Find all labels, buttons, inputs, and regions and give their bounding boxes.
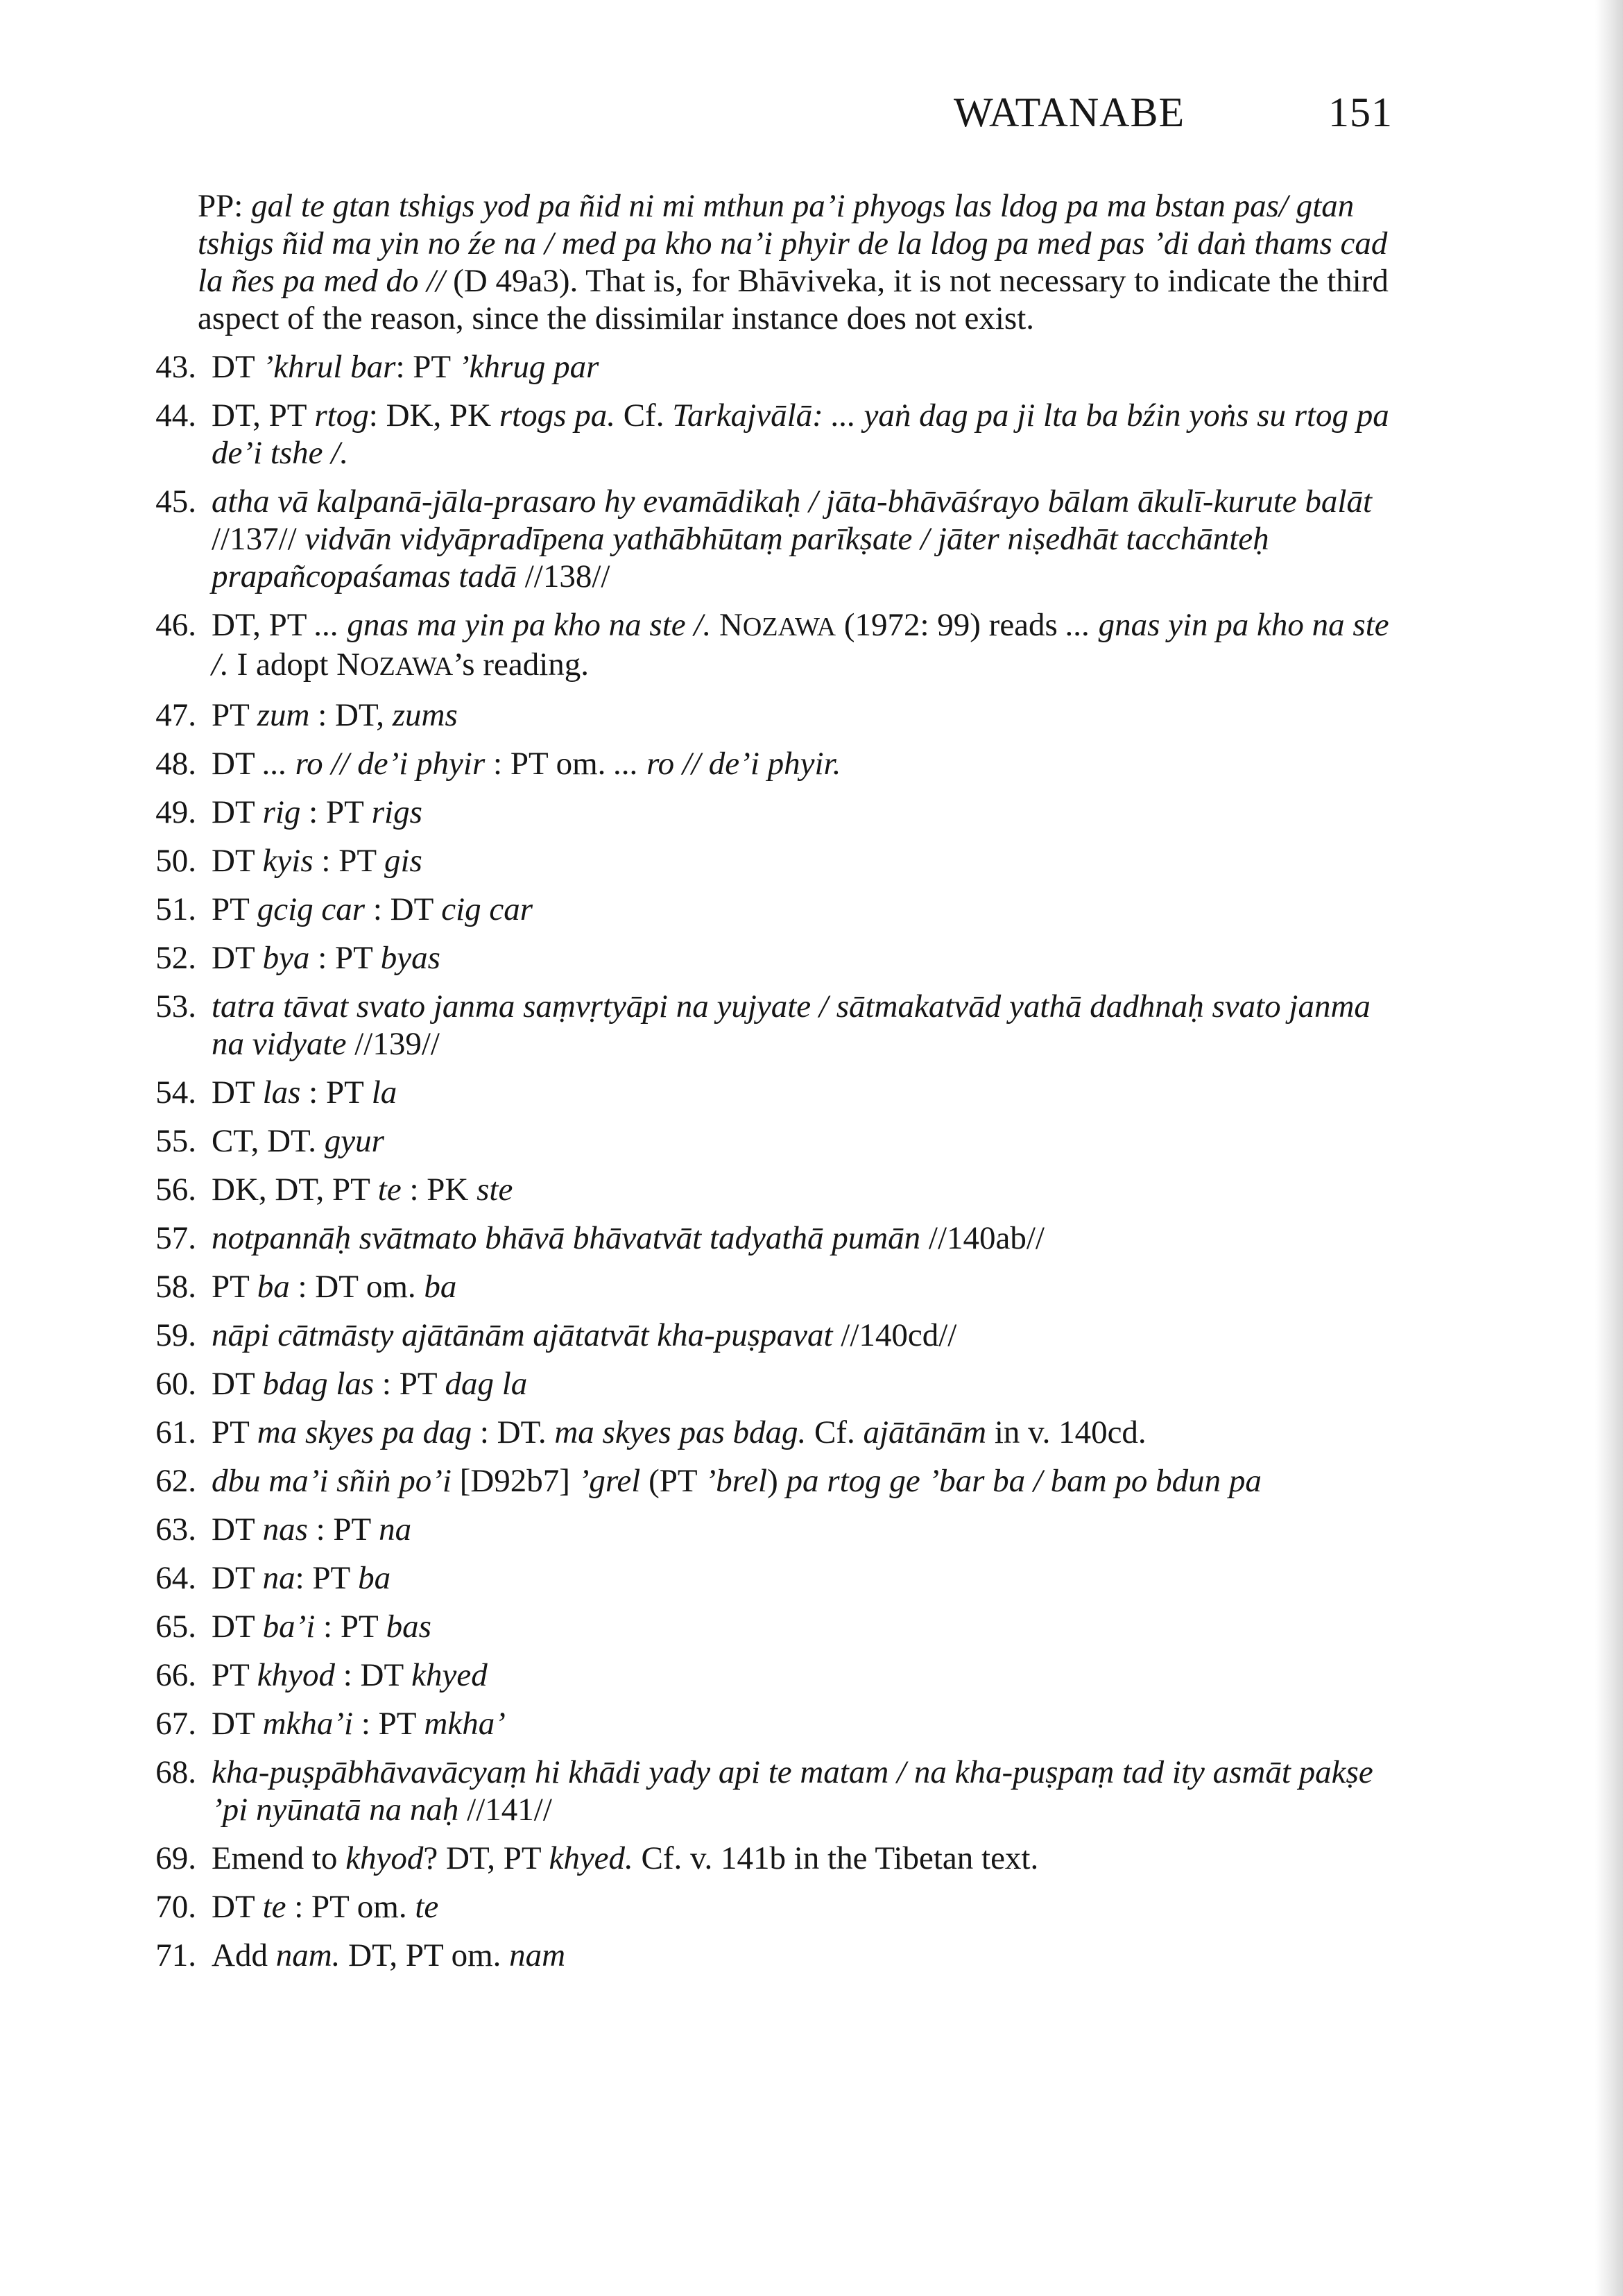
footnote-text — [196, 1937, 1401, 1974]
footnote — [114, 842, 1401, 880]
text-run: tatra tāvat svato janma saṃvṛtyāpi na yujyate / sātmakatvād yathā dadhnaḥ svato janma na vidyate — [212, 988, 1371, 1062]
text-run: dbu ma’i sñiṅ po’i — [212, 1463, 452, 1499]
text-run: gcig car — [257, 891, 366, 927]
text-run: DT — [212, 349, 263, 385]
footnote-text — [196, 891, 1401, 928]
text-run: OZAWA — [742, 612, 836, 642]
text-run: khyod — [345, 1840, 424, 1876]
footnote-number: 54. — [155, 1074, 196, 1111]
text-run: [D92b7] — [451, 1463, 578, 1499]
text-run: PT — [212, 1657, 257, 1693]
text-run: : PT — [315, 1609, 386, 1645]
text-run: OZAWA — [360, 652, 454, 681]
text-run: cig car — [441, 891, 533, 927]
footnote-text — [196, 1608, 1401, 1645]
footnote — [114, 794, 1401, 831]
footnote — [114, 1608, 1401, 1645]
text-run: ba — [424, 1269, 457, 1305]
footnote — [114, 1268, 1401, 1305]
footnote-number: 58. — [155, 1269, 196, 1305]
text-run: DT — [212, 1511, 263, 1548]
text-run: ste — [476, 1172, 513, 1208]
footnote-text — [196, 1840, 1401, 1877]
text-run: DT — [212, 1560, 263, 1596]
text-run: Cf. — [806, 1414, 864, 1450]
text-run: ma skyes pas bdag. — [554, 1414, 807, 1450]
text-run: nas — [262, 1511, 308, 1548]
text-run: : PT — [300, 1074, 372, 1111]
text-run: DT — [212, 843, 263, 879]
text-run: pa rtog ge ’bar ba / bam po bdun pa — [786, 1463, 1262, 1499]
text-run: Cf. v. 141b in the Tibetan text. — [633, 1840, 1039, 1876]
footnote-text — [196, 606, 1401, 685]
text-run: DT — [212, 746, 263, 782]
footnote-text — [196, 842, 1401, 880]
text-run: nāpi cātmāsty ajātānām ajātatvāt kha-puṣpavat — [212, 1317, 833, 1353]
text-run: : PT om. — [485, 746, 615, 782]
text-run: Cf. — [615, 397, 673, 434]
text-run: PT — [212, 1269, 257, 1305]
footnote-number: 44. — [155, 397, 196, 434]
pp-note-paragraph — [114, 187, 1401, 337]
text-run: ... gnas ma yin pa kho na ste /. — [314, 607, 712, 643]
text-run: ’s reading. — [453, 646, 590, 683]
text-run: : PT — [313, 843, 384, 879]
text-run: na — [262, 1560, 295, 1596]
footnote-number: 49. — [155, 794, 196, 830]
footnote-number: 52. — [155, 940, 196, 976]
text-run: : PT — [374, 1366, 445, 1402]
text-run: : PT — [395, 349, 459, 385]
footnote-text — [196, 1705, 1401, 1742]
footnote-text — [196, 1219, 1401, 1257]
footnote-text — [196, 1268, 1401, 1305]
text-run: ’brel — [705, 1463, 768, 1499]
footnote-text — [196, 794, 1401, 831]
text-run: DT — [212, 1609, 263, 1645]
text-run: DT — [212, 940, 263, 976]
text-run: na — [379, 1511, 412, 1548]
footnote-number: 66. — [155, 1657, 196, 1693]
text-run: : DT. — [472, 1414, 555, 1450]
text-run: : PT om. — [286, 1889, 415, 1925]
text-run: kha-puṣpābhāvavācyaṃ hi khādi yady api te matam / na kha-puṣpaṃ tad ity asmāt pakṣe ’pi nyūnatā na naḥ — [212, 1754, 1373, 1828]
running-head: WATANABE — [954, 89, 1185, 135]
footnote-number: 71. — [155, 1937, 196, 1973]
text-run: te — [415, 1889, 439, 1925]
text-run: DT — [212, 1074, 263, 1111]
text-run: //138// — [516, 558, 610, 594]
footnote-text — [196, 1656, 1401, 1694]
footnote — [114, 348, 1401, 386]
footnote — [114, 891, 1401, 928]
text-run: te — [377, 1172, 402, 1208]
text-run: : DT om. — [289, 1269, 424, 1305]
footnote-number: 51. — [155, 891, 196, 927]
text-run: DK, DT, PT — [212, 1172, 378, 1208]
text-run: : PK — [401, 1172, 477, 1208]
text-run: gal te gtan tshigs yod pa ñid ni mi mthun pa’i phyogs las ldog pa ma bstan pas/ gtan tshigs ñid ma yin no źe na / med pa kho na’i phyir de la ldog pa med pas ’di daṅ thams cad la ñes pa med do // — [198, 188, 1388, 299]
page-number: 151 — [1328, 89, 1393, 135]
footnote-text — [196, 1754, 1401, 1828]
footnote — [114, 397, 1401, 472]
text-run: //141// — [458, 1792, 552, 1828]
text-run: DT — [212, 1366, 263, 1402]
text-run: mkha’i — [262, 1706, 354, 1742]
footnote-number: 63. — [155, 1511, 196, 1548]
text-run: te — [262, 1889, 286, 1925]
text-run: ’khrug par — [458, 349, 599, 385]
text-run: in v. 140cd. — [986, 1414, 1147, 1450]
footnote-number: 61. — [155, 1414, 196, 1450]
text-run: rig — [262, 794, 301, 830]
text-run: I adopt N — [228, 646, 361, 683]
footnote — [114, 988, 1401, 1063]
text-run: atha vā kalpanā-jāla-prasaro hy evamādikaḥ / jāta-bhāvāśrayo bālam ākulī-kurute balāt — [212, 483, 1373, 520]
footnote — [114, 1074, 1401, 1111]
text-run: gis — [384, 843, 422, 879]
text-run: ajātānām — [863, 1414, 987, 1450]
text-run: : PT — [300, 794, 372, 830]
text-run: kyis — [262, 843, 314, 879]
text-run: ... ro // de’i phyir — [262, 746, 486, 782]
text-run: //140cd// — [832, 1317, 957, 1353]
text-run: : DT, — [309, 697, 393, 733]
footnote-number: 53. — [155, 988, 196, 1025]
footnote — [114, 483, 1401, 595]
text-run: nam — [509, 1937, 566, 1973]
text-run: khyed — [411, 1657, 488, 1693]
footnote-number: 43. — [155, 349, 196, 385]
text-run: las — [262, 1074, 301, 1111]
footnote-text — [196, 1888, 1401, 1926]
footnote-number: 57. — [155, 1220, 196, 1256]
text-run: PT — [212, 697, 257, 733]
text-run: zum — [257, 697, 310, 733]
text-run: rigs — [371, 794, 422, 830]
text-run: gyur — [324, 1123, 384, 1159]
text-run: bdag las — [262, 1366, 375, 1402]
footnote-text — [196, 397, 1401, 472]
notes-list — [114, 348, 1401, 1974]
text-run: N — [711, 607, 743, 643]
text-run: Emend to — [212, 1840, 346, 1876]
text-run: ... ro // de’i phyir. — [614, 746, 841, 782]
footnote-number: 56. — [155, 1172, 196, 1208]
text-run: //139// — [346, 1026, 440, 1062]
text-run: DT — [212, 1889, 263, 1925]
text-run: : PT — [295, 1560, 359, 1596]
text-run: (PT — [640, 1463, 705, 1499]
footnote — [114, 1937, 1401, 1974]
footnote-text — [196, 696, 1401, 734]
footnote-text — [196, 1365, 1401, 1403]
footnote — [114, 1365, 1401, 1403]
footnote — [114, 1122, 1401, 1160]
footnote-text — [196, 939, 1401, 977]
text-run: nam. — [275, 1937, 341, 1973]
footnote-text — [196, 745, 1401, 782]
footnote-number: 64. — [155, 1560, 196, 1596]
footnote-number: 55. — [155, 1123, 196, 1159]
footnote-text — [196, 348, 1401, 386]
footnote-text — [196, 1171, 1401, 1208]
footnote-number: 46. — [155, 607, 196, 643]
text-run: byas — [380, 940, 440, 976]
footnote — [114, 1171, 1401, 1208]
footnote — [114, 1414, 1401, 1451]
text-run: ba — [358, 1560, 391, 1596]
footnote-text — [196, 1462, 1401, 1500]
footnote-text — [196, 1511, 1401, 1548]
text-run: : DK, PK — [368, 397, 499, 434]
footnote — [114, 1840, 1401, 1877]
text-run: DT — [212, 794, 263, 830]
text-run: ... gnas yin pa kho na ste /. — [212, 607, 1389, 683]
footnotes-body — [114, 187, 1401, 1985]
footnote — [114, 1317, 1401, 1354]
footnote — [114, 1705, 1401, 1742]
text-run: : DT — [334, 1657, 412, 1693]
text-run: DT, PT — [212, 397, 315, 434]
footnote-number: 47. — [155, 697, 196, 733]
text-run: ? DT, PT — [423, 1840, 549, 1876]
footnote — [114, 696, 1401, 734]
footnote-number: 70. — [155, 1889, 196, 1925]
text-run: DT, PT — [212, 607, 315, 643]
text-run: bas — [386, 1609, 431, 1645]
text-run: ’khrul bar — [262, 349, 396, 385]
text-run: ba’i — [262, 1609, 316, 1645]
footnote — [114, 1219, 1401, 1257]
text-run: : PT — [309, 940, 381, 976]
text-run: DT, PT om. — [340, 1937, 510, 1973]
text-run: PP: — [198, 188, 252, 224]
text-run: //137// — [212, 521, 305, 557]
footnote-text — [196, 1414, 1401, 1451]
footnote-text — [196, 988, 1401, 1063]
footnote — [114, 1559, 1401, 1597]
text-run: PT — [212, 891, 257, 927]
text-run: Add — [212, 1937, 276, 1973]
text-run: rtog — [314, 397, 369, 434]
text-run: ba — [257, 1269, 290, 1305]
text-run: (D 49a3). That is, for Bhāviveka, it is not necessary to indicate the third aspect of the reason, since the dissimilar instance does not exist. — [198, 263, 1389, 336]
text-run: ) — [767, 1463, 787, 1499]
footnote — [114, 1462, 1401, 1500]
text-run: PT — [212, 1414, 257, 1450]
text-run: : PT — [307, 1511, 379, 1548]
footnote-number: 50. — [155, 843, 196, 879]
footnote-text — [196, 1122, 1401, 1160]
footnote-text — [196, 1074, 1401, 1111]
footnote-text — [196, 483, 1401, 595]
text-run: Tarkajvālā: ... yaṅ dag pa ji lta ba bźin yoṅs su rtog pa de’i tshe /. — [212, 397, 1389, 471]
scan-edge-shadow — [1595, 0, 1623, 2296]
text-run: khyed. — [549, 1840, 633, 1876]
footnote-number: 67. — [155, 1706, 196, 1742]
text-run: mkha’ — [424, 1706, 506, 1742]
text-run: ’grel — [578, 1463, 641, 1499]
text-run: bya — [262, 940, 310, 976]
footnote-number: 68. — [155, 1754, 196, 1790]
text-run: //140ab// — [920, 1220, 1045, 1256]
text-run: : PT — [353, 1706, 424, 1742]
footnote-number: 65. — [155, 1609, 196, 1645]
footnote — [114, 1511, 1401, 1548]
footnote-number: 45. — [155, 483, 196, 520]
text-run: vidvān vidyāpradīpena yathābhūtaṃ parīkṣate / jāter niṣedhāt tacchānteḥ prapañcopaśamas tadā — [212, 521, 1269, 594]
text-run: khyod — [257, 1657, 335, 1693]
text-run: rtogs pa. — [499, 397, 615, 434]
footnote — [114, 606, 1401, 685]
text-run: DT — [212, 1706, 263, 1742]
text-run: : DT — [365, 891, 442, 927]
text-run: notpannāḥ svātmato bhāvā bhāvatvāt tadyathā pumān — [212, 1220, 921, 1256]
footnote — [114, 1754, 1401, 1828]
text-run: zums — [392, 697, 458, 733]
text-run: la — [371, 1074, 397, 1111]
footnote — [114, 1888, 1401, 1926]
footnote-text — [196, 1559, 1401, 1597]
text-run: (1972: 99) reads — [836, 607, 1066, 643]
footnote-number: 62. — [155, 1463, 196, 1499]
footnote — [114, 745, 1401, 782]
text-run: CT, DT. — [212, 1123, 325, 1159]
text-run: ma skyes pa dag — [257, 1414, 472, 1450]
footnote — [114, 939, 1401, 977]
footnote-number: 69. — [155, 1840, 196, 1876]
footnote-text — [196, 1317, 1401, 1354]
footnote-number: 60. — [155, 1366, 196, 1402]
footnote-number: 48. — [155, 746, 196, 782]
footnote — [114, 1656, 1401, 1694]
footnote-number: 59. — [155, 1317, 196, 1353]
text-run: dag la — [445, 1366, 528, 1402]
